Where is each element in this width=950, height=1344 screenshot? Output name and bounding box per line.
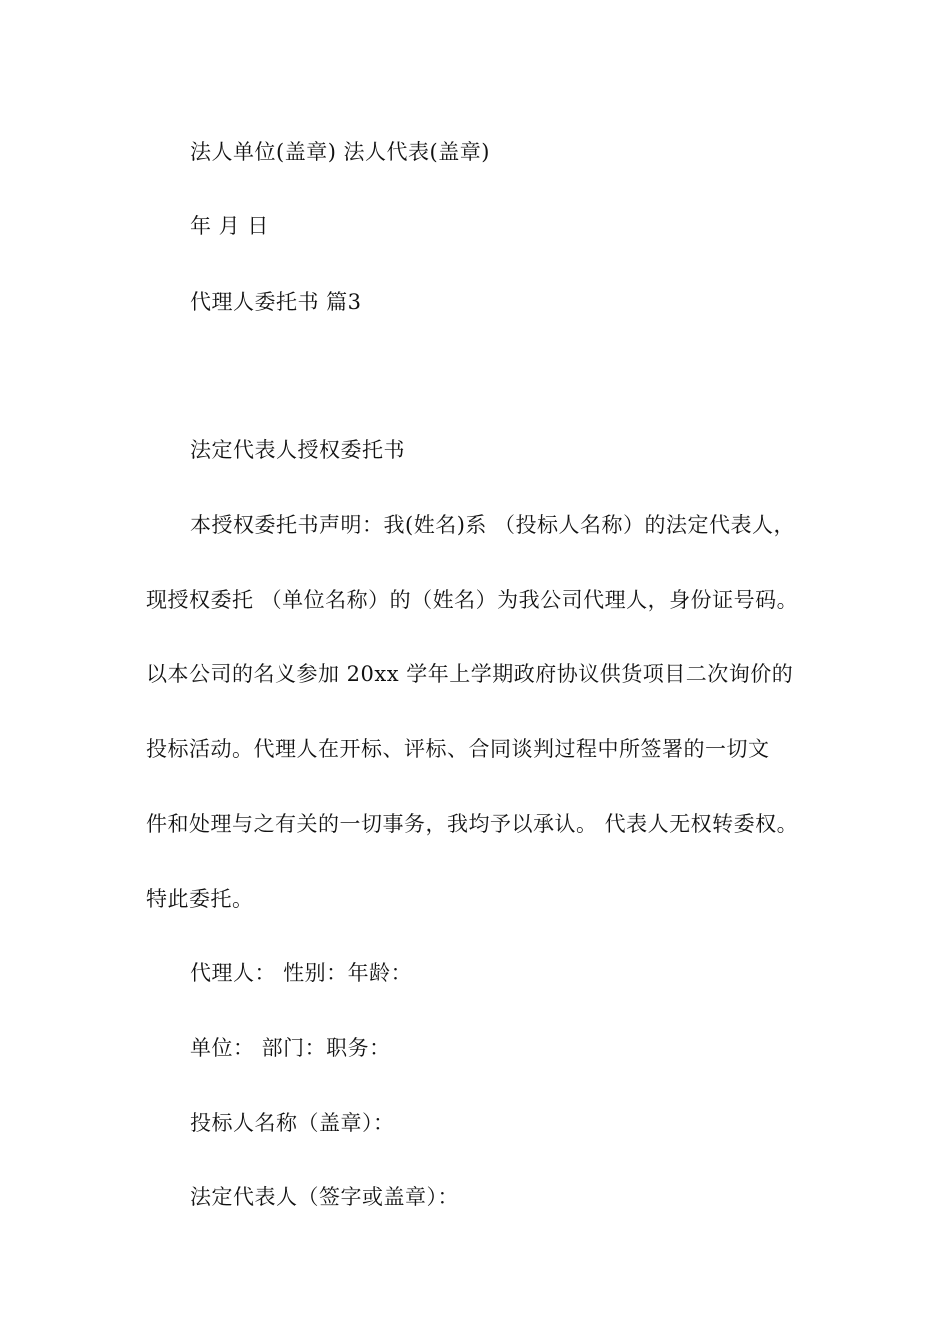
- body-line-3: 以本公司的名义参加 20xx 学年上学期政府协议供货项目二次询价的: [146, 662, 794, 686]
- body-line-2: 现授权委托 （单位名称）的（姓名）为我公司代理人，身份证号码。: [146, 588, 799, 612]
- agent-info-line: 代理人： 性别：年龄：: [190, 961, 413, 985]
- section-title: 代理人委托书 篇3: [190, 290, 362, 314]
- date-line: 年 月 日: [190, 214, 269, 238]
- document-title: 法定代表人授权委托书: [190, 438, 405, 462]
- body-line-4: 投标活动。代理人在开标、评标、合同谈判过程中所签署的一切文: [146, 737, 770, 761]
- legal-rep-line: 法定代表人（签字或盖章）：: [190, 1185, 459, 1209]
- signers-line: 法人单位(盖章) 法人代表(盖章): [190, 140, 490, 164]
- body-line-5: 件和处理与之有关的一切事务，我均予以承认。 代表人无权转委权。: [146, 812, 799, 836]
- body-line-1: 本授权委托书声明：我(姓名)系 （投标人名称）的法定代表人，: [190, 513, 796, 537]
- unit-info-line: 单位： 部门：职务：: [190, 1036, 391, 1060]
- bidder-name-line: 投标人名称（盖章）：: [190, 1111, 395, 1135]
- body-line-6: 特此委托。: [146, 887, 254, 911]
